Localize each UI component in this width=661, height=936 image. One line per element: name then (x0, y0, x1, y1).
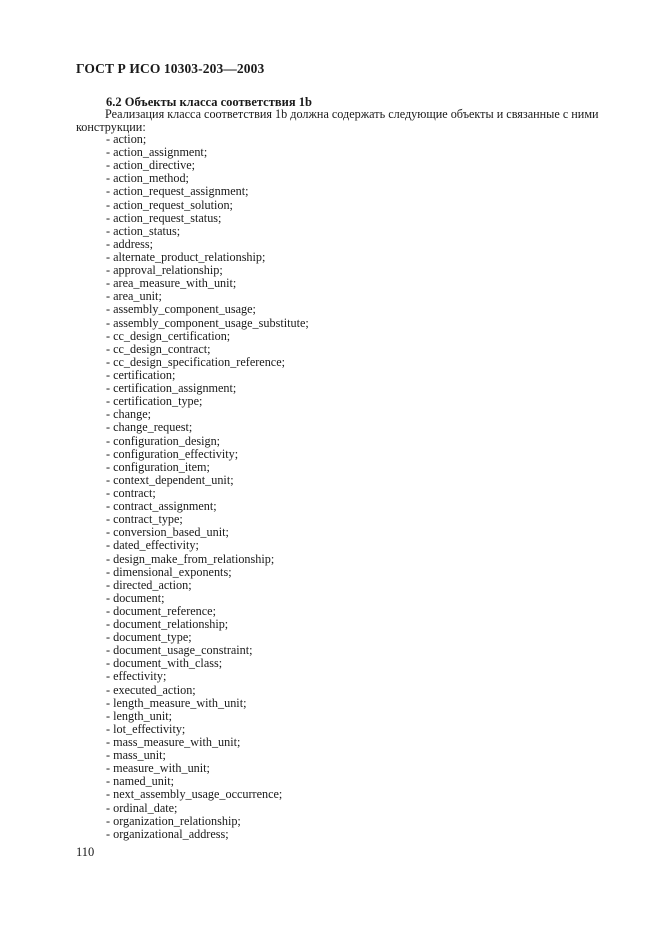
list-item: - contract_assignment; (106, 499, 217, 514)
list-item: - certification_assignment; (106, 381, 237, 396)
list-item: - configuration_design; (106, 433, 221, 448)
list-item: - document_with_class; (106, 656, 223, 671)
list-item: - executed_action; (106, 682, 196, 697)
list-item: - document_relationship; (106, 617, 229, 632)
list-item: - contract; (106, 485, 156, 500)
list-item: - directed_action; (106, 577, 192, 592)
list-item: - effectivity; (106, 669, 167, 684)
list-item: - named_unit; (106, 774, 175, 789)
list-item: - design_make_from_relationship; (106, 551, 275, 566)
list-item: - mass_measure_with_unit; (106, 735, 241, 750)
list-item: - assembly_component_usage_substitute; (106, 315, 309, 330)
list-item: - action_status; (106, 223, 181, 238)
list-item: - document_reference; (106, 603, 216, 618)
list-item: - next_assembly_usage_occurrence; (106, 787, 283, 802)
entity-list (106, 133, 309, 841)
list-item: - action_request_solution; (106, 197, 233, 212)
list-item: - context_dependent_unit; (106, 472, 234, 487)
list-item: - action_directive; (106, 158, 195, 173)
list-item: - length_unit; (106, 708, 173, 723)
list-item: - action_assignment; (106, 145, 208, 160)
list-item: - action_request_status; (106, 210, 222, 225)
list-item: - area_unit; (106, 289, 162, 304)
list-item: - dimensional_exponents; (106, 564, 232, 579)
list-item: - certification_type; (106, 394, 203, 409)
list-item: - cc_design_specification_reference; (106, 354, 285, 369)
list-item: - assembly_component_usage; (106, 302, 256, 317)
section-title: 6.2 Объекты класса соответствия 1b (106, 95, 312, 109)
list-item: - dated_effectivity; (106, 538, 199, 553)
list-item: - conversion_based_unit; (106, 525, 229, 540)
list-item: - action_method; (106, 171, 189, 186)
list-item: - change_request; (106, 420, 193, 435)
list-item: - approval_relationship; (106, 263, 223, 278)
list-item: - area_measure_with_unit; (106, 276, 237, 291)
list-item: - length_measure_with_unit; (106, 695, 247, 710)
list-item: - lot_effectivity; (106, 721, 186, 736)
list-item: - document_usage_constraint; (106, 643, 253, 658)
section-intro-paragraph: Реализация класса соответствия 1b должна содержать следующие объекты и связанные с ними конструкции: (76, 107, 599, 134)
list-item: - organization_relationship; (106, 813, 241, 828)
list-item: - contract_type; (106, 512, 183, 527)
page-header: ГОСТ Р ИСО 10303-203—2003 (76, 61, 265, 76)
list-item: - organizational_address; (106, 826, 229, 841)
list-item: - cc_design_contract; (106, 341, 211, 356)
list-item: - document_type; (106, 630, 192, 645)
list-item: - document; (106, 590, 165, 605)
list-item: - mass_unit; (106, 748, 166, 763)
list-item: - cc_design_certification; (106, 328, 231, 343)
list-item: - configuration_effectivity; (106, 446, 239, 461)
list-item: - action_request_assignment; (106, 184, 249, 199)
list-item: - certification; (106, 367, 176, 382)
list-item: - action; (106, 132, 147, 146)
page-number: 110 (76, 845, 95, 859)
list-item: - configuration_item; (106, 459, 210, 474)
list-item: - change; (106, 407, 152, 422)
list-item: - address; (106, 236, 154, 251)
list-item: - alternate_product_relationship; (106, 249, 266, 264)
list-item: - ordinal_date; (106, 800, 178, 815)
list-item: - measure_with_unit; (106, 761, 210, 776)
